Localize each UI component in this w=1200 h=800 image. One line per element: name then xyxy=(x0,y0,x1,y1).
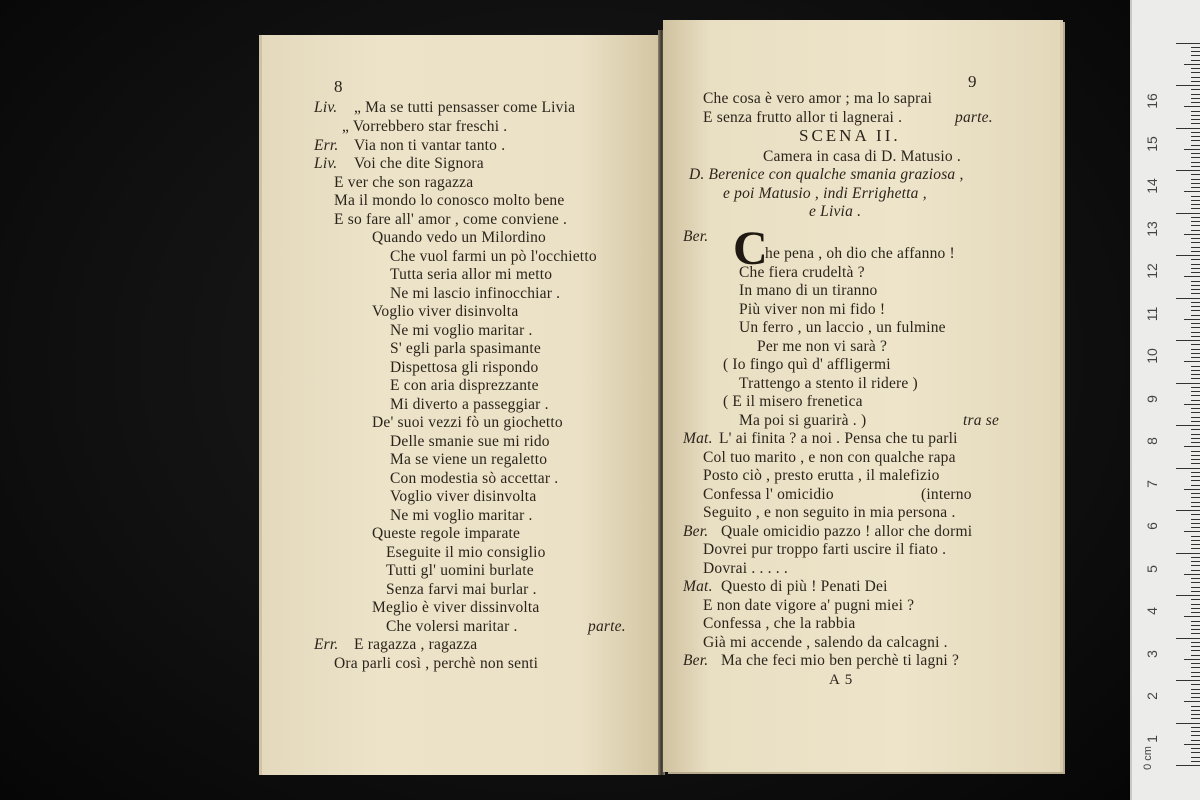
ruler-tick xyxy=(1191,536,1200,537)
text-line: Che volersi maritar . xyxy=(386,618,518,635)
text-line: Ne mi lascio infinocchiar . xyxy=(390,285,561,302)
measuring-ruler xyxy=(1130,0,1200,800)
ruler-tick xyxy=(1191,731,1200,732)
ruler-tick xyxy=(1184,191,1200,192)
ruler-tick xyxy=(1191,663,1200,664)
text-line: „ Vorrebbero star freschi . xyxy=(342,118,508,135)
text-line: Più viver non mi fido ! xyxy=(739,301,886,318)
ruler-tick xyxy=(1191,633,1200,634)
ruler-tick xyxy=(1191,493,1200,494)
text-line: Questo di più ! Penati Dei xyxy=(721,578,888,595)
ruler-tick xyxy=(1191,523,1200,524)
ruler-tick xyxy=(1191,332,1200,333)
ruler-tick xyxy=(1191,391,1200,392)
ruler-tick xyxy=(1191,561,1200,562)
ruler-tick xyxy=(1191,306,1200,307)
ruler-tick xyxy=(1191,251,1200,252)
ruler-tick xyxy=(1191,336,1200,337)
text-line: Già mi accende , salendo da calcagni . xyxy=(703,634,948,651)
ruler-tick xyxy=(1191,412,1200,413)
ruler-tick xyxy=(1191,268,1200,269)
text-line: Quando vedo un Milordino xyxy=(372,229,546,246)
ruler-number: 9 xyxy=(1144,394,1160,403)
ruler-tick xyxy=(1191,748,1200,749)
text-line: Col tuo marito , e non con qualche rapa xyxy=(703,449,956,466)
speaker-label: Ber. xyxy=(683,652,709,669)
ruler-tick xyxy=(1191,693,1200,694)
ruler-tick xyxy=(1191,718,1200,719)
ruler-tick xyxy=(1191,438,1200,439)
ruler-tick xyxy=(1191,136,1200,137)
ruler-tick xyxy=(1191,752,1200,753)
text-line: Ma poi si guarirà . ) xyxy=(739,412,867,429)
stage-direction: parte. xyxy=(955,109,993,126)
ruler-tick xyxy=(1191,370,1200,371)
ruler-tick xyxy=(1191,655,1200,656)
speaker-label: Ber. xyxy=(683,523,709,540)
ruler-tick xyxy=(1191,485,1200,486)
ruler-tick xyxy=(1191,204,1200,205)
speaker-label: Liv. xyxy=(314,155,338,172)
ruler-tick xyxy=(1184,489,1200,490)
ruler-tick xyxy=(1191,455,1200,456)
stage-direction: tra se xyxy=(963,412,1000,429)
ruler-tick xyxy=(1191,157,1200,158)
ruler-tick xyxy=(1191,591,1200,592)
ruler-tick xyxy=(1176,680,1200,681)
left-page xyxy=(262,35,660,775)
ruler-tick xyxy=(1191,434,1200,435)
ruler-tick xyxy=(1191,225,1200,226)
text-line: Via non ti vantar tanto . xyxy=(354,137,506,154)
ruler-tick xyxy=(1191,98,1200,99)
ruler-tick xyxy=(1184,361,1200,362)
ruler-tick xyxy=(1191,557,1200,558)
ruler-tick xyxy=(1176,340,1200,341)
speaker-label: Ber. xyxy=(683,228,709,245)
ruler-tick xyxy=(1191,548,1200,549)
ruler-tick xyxy=(1191,238,1200,239)
ruler-tick xyxy=(1191,451,1200,452)
ruler-tick xyxy=(1191,68,1200,69)
ruler-tick xyxy=(1184,319,1200,320)
ruler-unit-label: 0 cm xyxy=(1141,746,1154,770)
text-line: Posto ciò , presto erutta , il malefizio xyxy=(703,467,940,484)
scene-heading: SCENA II. xyxy=(799,126,901,145)
text-line: Tutta seria allor mi metto xyxy=(390,266,553,283)
stage-direction: (interno xyxy=(921,486,972,503)
text-line: Trattengo a stento il ridere ) xyxy=(739,375,918,392)
text-line: Che vuol farmi un pò l'occhietto xyxy=(390,248,597,265)
ruler-tick xyxy=(1176,43,1200,44)
ruler-tick xyxy=(1191,646,1200,647)
scene-setting: Camera in casa di D. Matusio . xyxy=(763,148,961,165)
ruler-tick xyxy=(1176,128,1200,129)
ruler-tick xyxy=(1191,374,1200,375)
ruler-tick xyxy=(1191,353,1200,354)
speaker-label: Mat. xyxy=(683,430,713,447)
text-line: In mano di un tiranno xyxy=(739,282,878,299)
ruler-tick xyxy=(1191,582,1200,583)
ruler-tick xyxy=(1191,293,1200,294)
ruler-tick xyxy=(1191,612,1200,613)
ruler-tick xyxy=(1191,472,1200,473)
text-line: Voi che dite Signora xyxy=(354,155,484,172)
ruler-tick xyxy=(1191,514,1200,515)
ruler-tick xyxy=(1191,344,1200,345)
text-line: Dovrei pur troppo farti uscire il fiato . xyxy=(703,541,947,558)
ruler-tick xyxy=(1176,595,1200,596)
text-line: Tutti gl' uomini burlate xyxy=(386,562,534,579)
ruler-tick xyxy=(1191,327,1200,328)
speaker-label: Liv. xyxy=(314,99,338,116)
text-line: Ora parli così , perchè non senti xyxy=(334,655,539,672)
ruler-tick xyxy=(1191,442,1200,443)
ruler-tick xyxy=(1176,553,1200,554)
ruler-tick xyxy=(1191,366,1200,367)
ruler-tick xyxy=(1191,621,1200,622)
text-line: E so fare all' amor , come conviene . xyxy=(334,211,568,228)
ruler-tick xyxy=(1191,408,1200,409)
ruler-number: 8 xyxy=(1144,437,1160,445)
ruler-tick xyxy=(1191,395,1200,396)
ruler-tick xyxy=(1184,701,1200,702)
ruler-tick xyxy=(1191,540,1200,541)
ruler-tick xyxy=(1191,77,1200,78)
ruler-tick xyxy=(1191,187,1200,188)
text-line: Voglio viver disinvolta xyxy=(390,488,537,505)
text-line: Per me non vi sarà ? xyxy=(757,338,888,355)
ruler-tick xyxy=(1184,574,1200,575)
ruler-tick xyxy=(1191,60,1200,61)
speaker-label: Err. xyxy=(314,137,339,154)
ruler-number: 14 xyxy=(1144,178,1160,194)
text-line: ( Io fingo quì d' affligermi xyxy=(723,356,891,373)
ruler-number: 6 xyxy=(1144,522,1160,530)
text-line: Ma il mondo lo conosco molto bene xyxy=(334,192,565,209)
text-line: S' egli parla spasimante xyxy=(390,340,541,357)
drop-capital-remainder: he pena , oh dio che affanno ! xyxy=(765,245,955,262)
ruler-tick xyxy=(1191,421,1200,422)
ruler-tick xyxy=(1191,183,1200,184)
ruler-tick xyxy=(1191,259,1200,260)
ruler-tick xyxy=(1191,51,1200,52)
ruler-tick xyxy=(1191,166,1200,167)
ruler-number: 16 xyxy=(1144,93,1160,109)
ruler-tick xyxy=(1176,765,1200,766)
ruler-tick xyxy=(1176,298,1200,299)
ruler-tick xyxy=(1191,153,1200,154)
text-line: Ne mi voglio maritar . xyxy=(390,322,533,339)
ruler-number: 13 xyxy=(1144,220,1160,237)
ruler-tick xyxy=(1191,179,1200,180)
ruler-tick xyxy=(1191,527,1200,528)
text-line: Dispettosa gli rispondo xyxy=(390,359,539,376)
ruler-tick xyxy=(1176,255,1200,256)
text-line: Seguito , e non seguito in mia persona . xyxy=(703,504,956,521)
text-line: Delle smanie sue mi rido xyxy=(390,433,550,450)
text-line: Mi diverto a passeggiar . xyxy=(390,396,549,413)
ruler-number: 1 xyxy=(1144,734,1160,743)
text-line: Che fiera crudeltà ? xyxy=(739,264,865,281)
text-line: Che cosa è vero amor ; ma lo saprai xyxy=(703,90,933,107)
ruler-tick xyxy=(1191,115,1200,116)
text-line: Con modestia sò accettar . xyxy=(390,470,559,487)
ruler-tick xyxy=(1184,106,1200,107)
text-line: Eseguite il mio consiglio xyxy=(386,544,546,561)
text-line: De' suoi vezzi fò un giochetto xyxy=(372,414,563,431)
ruler-tick xyxy=(1191,650,1200,651)
ruler-tick xyxy=(1191,55,1200,56)
ruler-tick xyxy=(1176,425,1200,426)
ruler-tick xyxy=(1191,285,1200,286)
ruler-tick xyxy=(1191,289,1200,290)
ruler-tick xyxy=(1191,230,1200,231)
ruler-tick xyxy=(1191,689,1200,690)
ruler-tick xyxy=(1176,468,1200,469)
ruler-tick xyxy=(1191,72,1200,73)
ruler-tick xyxy=(1176,85,1200,86)
ruler-number: 4 xyxy=(1144,607,1160,615)
ruler-tick xyxy=(1191,310,1200,311)
ruler-tick xyxy=(1191,697,1200,698)
ruler-tick xyxy=(1184,744,1200,745)
ruler-tick xyxy=(1191,476,1200,477)
ruler-tick xyxy=(1191,111,1200,112)
ruler-tick xyxy=(1191,81,1200,82)
ruler-tick xyxy=(1191,123,1200,124)
ruler-tick xyxy=(1191,565,1200,566)
text-line: E senza frutto allor ti lagnerai . xyxy=(703,109,903,126)
ruler-number: 15 xyxy=(1144,135,1160,152)
ruler-tick xyxy=(1191,672,1200,673)
ruler-tick xyxy=(1191,102,1200,103)
ruler-tick xyxy=(1191,89,1200,90)
ruler-number: 10 xyxy=(1144,348,1160,364)
ruler-number: 5 xyxy=(1144,564,1160,573)
text-line: Ma se viene un regaletto xyxy=(390,451,548,468)
ruler-tick xyxy=(1191,570,1200,571)
ruler-tick xyxy=(1184,234,1200,235)
ruler-tick xyxy=(1191,162,1200,163)
ruler-tick xyxy=(1191,242,1200,243)
ruler-number: 3 xyxy=(1144,649,1160,658)
ruler-tick xyxy=(1191,400,1200,401)
text-line: Ma che feci mio ben perchè ti lagni ? xyxy=(721,652,960,669)
text-line: Dovrai . . . . . xyxy=(703,560,788,577)
ruler-tick xyxy=(1191,264,1200,265)
ruler-tick xyxy=(1191,676,1200,677)
ruler-tick xyxy=(1191,459,1200,460)
ruler-tick xyxy=(1191,629,1200,630)
text-line: Meglio è viver dissinvolta xyxy=(372,599,540,616)
text-line: E ver che son ragazza xyxy=(334,174,474,191)
text-line: ( E il misero frenetica xyxy=(723,393,863,410)
ruler-tick xyxy=(1191,604,1200,605)
ruler-tick xyxy=(1191,357,1200,358)
ruler-tick xyxy=(1191,47,1200,48)
ruler-tick xyxy=(1191,132,1200,133)
text-line: E ragazza , ragazza xyxy=(354,636,478,653)
ruler-tick xyxy=(1184,64,1200,65)
text-line: E non date vigore a' pugni miei ? xyxy=(703,597,915,614)
ruler-tick xyxy=(1191,578,1200,579)
ruler-tick xyxy=(1191,387,1200,388)
ruler-tick xyxy=(1191,119,1200,120)
ruler-tick xyxy=(1191,463,1200,464)
text-line: Ne mi voglio maritar . xyxy=(390,507,533,524)
ruler-tick xyxy=(1191,684,1200,685)
signature-mark: A 5 xyxy=(829,672,854,688)
ruler-tick xyxy=(1184,404,1200,405)
ruler-tick xyxy=(1191,667,1200,668)
drop-capital: C xyxy=(733,222,768,275)
ruler-tick xyxy=(1176,510,1200,511)
ruler-tick xyxy=(1191,140,1200,141)
ruler-tick xyxy=(1191,378,1200,379)
ruler-tick xyxy=(1184,276,1200,277)
character-list: e Livia . xyxy=(809,203,862,220)
ruler-tick xyxy=(1191,196,1200,197)
ruler-tick xyxy=(1191,608,1200,609)
ruler-tick xyxy=(1191,740,1200,741)
page-number: 9 xyxy=(968,72,977,91)
ruler-tick xyxy=(1184,149,1200,150)
ruler-number: 7 xyxy=(1144,479,1160,488)
right-page xyxy=(663,20,1060,772)
ruler-tick xyxy=(1191,200,1200,201)
ruler-tick xyxy=(1191,323,1200,324)
ruler-tick xyxy=(1191,714,1200,715)
text-line: Confessa l' omicidio xyxy=(703,486,834,503)
ruler-number: 11 xyxy=(1144,306,1160,321)
text-line: Voglio viver disinvolta xyxy=(372,303,519,320)
ruler-tick xyxy=(1191,208,1200,209)
ruler-tick xyxy=(1191,761,1200,762)
text-line: L' ai finita ? a noi . Pensa che tu parli xyxy=(719,430,958,447)
ruler-tick xyxy=(1191,599,1200,600)
ruler-tick xyxy=(1191,145,1200,146)
ruler-tick xyxy=(1191,706,1200,707)
ruler-tick xyxy=(1191,417,1200,418)
ruler-tick xyxy=(1191,174,1200,175)
text-line: Quale omicidio pazzo ! allor che dormi xyxy=(721,523,973,540)
ruler-tick xyxy=(1191,544,1200,545)
character-list: e poi Matusio , indi Errighetta , xyxy=(723,185,927,202)
ruler-tick xyxy=(1191,302,1200,303)
ruler-tick xyxy=(1191,735,1200,736)
ruler-tick xyxy=(1191,502,1200,503)
stage-direction: parte. xyxy=(588,618,626,635)
speaker-label: Mat. xyxy=(683,578,713,595)
text-line: Senza farvi mai burlar . xyxy=(386,581,537,598)
ruler-tick xyxy=(1191,710,1200,711)
page-number: 8 xyxy=(334,77,343,96)
ruler-tick xyxy=(1191,757,1200,758)
ruler-tick xyxy=(1191,272,1200,273)
ruler-number: 2 xyxy=(1144,692,1160,700)
ruler-tick xyxy=(1191,506,1200,507)
ruler-tick xyxy=(1184,616,1200,617)
ruler-tick xyxy=(1191,587,1200,588)
text-line: Confessa , che la rabbia xyxy=(703,615,856,632)
ruler-tick xyxy=(1191,247,1200,248)
character-list: D. Berenice con qualche smania graziosa , xyxy=(689,166,964,183)
ruler-tick xyxy=(1176,638,1200,639)
ruler-tick xyxy=(1191,281,1200,282)
ruler-tick xyxy=(1191,429,1200,430)
ruler-tick xyxy=(1191,727,1200,728)
ruler-tick xyxy=(1191,497,1200,498)
ruler-number: 12 xyxy=(1144,263,1160,279)
ruler-tick xyxy=(1191,217,1200,218)
text-line: „ Ma se tutti pensasser come Livia xyxy=(354,99,576,116)
ruler-tick xyxy=(1176,723,1200,724)
text-line: E con aria disprezzante xyxy=(390,377,539,394)
ruler-tick xyxy=(1191,642,1200,643)
ruler-tick xyxy=(1176,213,1200,214)
ruler-tick xyxy=(1191,480,1200,481)
text-line: Queste regole imparate xyxy=(372,525,521,542)
ruler-tick xyxy=(1191,625,1200,626)
ruler-tick xyxy=(1191,349,1200,350)
ruler-tick xyxy=(1191,519,1200,520)
ruler-tick xyxy=(1191,94,1200,95)
ruler-tick xyxy=(1191,221,1200,222)
ruler-tick xyxy=(1176,170,1200,171)
ruler-tick xyxy=(1184,531,1200,532)
ruler-tick xyxy=(1191,315,1200,316)
speaker-label: Err. xyxy=(314,636,339,653)
ruler-tick xyxy=(1176,383,1200,384)
ruler-tick xyxy=(1184,446,1200,447)
text-line: Un ferro , un laccio , un fulmine xyxy=(739,319,946,336)
ruler-tick xyxy=(1184,659,1200,660)
